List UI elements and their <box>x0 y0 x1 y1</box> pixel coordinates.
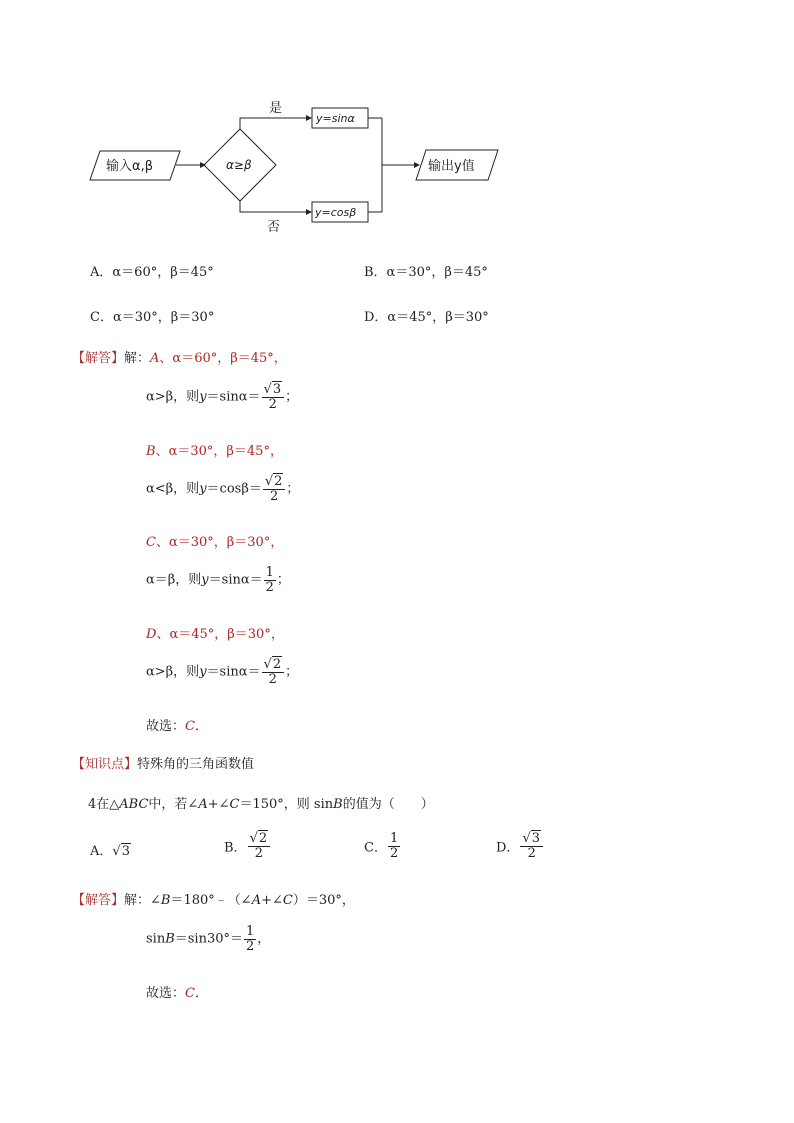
knowledge-tag: 【知识点】 <box>72 757 138 772</box>
case-letter: C <box>146 535 156 550</box>
var-y: y <box>199 481 207 497</box>
step-text: ＝sinα＝ <box>208 572 263 588</box>
q4-answer-line-2: sinB＝sin30°＝ $\frac{1}{2}$ ， <box>146 924 271 954</box>
q3-final: 故选：C． <box>146 719 208 734</box>
q4-final: 故选：C． <box>146 986 208 1001</box>
yes-box-label: y=sinα <box>316 112 355 125</box>
step-text: α<β，则 <box>146 481 200 497</box>
q3-step-b: α<β，则y＝cosβ＝ $\frac{√2}{2}$ ； <box>146 474 300 504</box>
flowchart <box>80 90 520 240</box>
step-text: ＝sinα＝ <box>206 389 261 405</box>
fraction: $\frac{√2}{2}$ <box>263 475 286 503</box>
fraction: $\frac{√3}{2}$ <box>262 383 285 411</box>
q3-step-a: α>β，则y＝sinα＝ $\frac{√3}{2}$ ； <box>146 382 299 412</box>
case-letter: B <box>146 444 156 459</box>
answer-tag: 【解答】 <box>72 351 125 366</box>
q4-option-c: C． $\frac{1}{2}$ <box>364 831 399 861</box>
var-y: y <box>199 389 207 405</box>
fraction: $\frac{1}{2}$ <box>265 565 274 595</box>
q3-option-d: D．α＝45°，β＝30° <box>364 310 489 325</box>
var-y: y <box>201 572 209 588</box>
final-letter: C <box>185 986 195 1001</box>
input-label: 输入α,β <box>106 159 153 174</box>
knowledge-text: 特殊角的三角函数值 <box>137 757 255 772</box>
q4-question: 4在△ABC中，若∠A+∠C＝150°，则 sinB的值为（ ） <box>88 797 434 812</box>
q3-answer-line-a <box>72 347 287 366</box>
q3-answer-line-b <box>146 440 283 459</box>
fraction: $\frac{√2}{2}$ <box>262 658 285 686</box>
answer-tag: 【解答】 <box>72 893 125 908</box>
q3-step-d: α>β，则y＝sinα＝ $\frac{√2}{2}$ ； <box>146 657 299 687</box>
step-text: α＝β，则 <box>146 572 202 588</box>
q4-option-b: B． $\frac{√2}{2}$ <box>224 832 271 860</box>
q3-option-b: B．α＝30°，β＝45° <box>364 265 488 280</box>
step-text: α>β，则 <box>146 664 200 680</box>
final-letter: C <box>185 719 195 734</box>
q4-option-a: A．√3 <box>90 844 130 859</box>
no-label: 否 <box>267 220 281 235</box>
q3-step-c: α＝β，则y＝sinα＝ $\frac{1}{2}$ ； <box>146 565 290 595</box>
case-text: 、α＝30°，β＝30°， <box>155 535 284 550</box>
q3-option-a: A．α＝60°，β＝45° <box>90 265 214 280</box>
answer-jie: 解： <box>124 351 151 366</box>
case-text: 、α＝45°，β＝30°， <box>156 627 284 642</box>
case-text: 、α＝30°，β＝45°， <box>155 444 283 459</box>
q4-answer-line-1: 【解答】解：∠B＝180°﹣（∠A+∠C）＝30°， <box>72 893 355 908</box>
case-letter: D <box>146 627 157 642</box>
q4-option-d: D． $\frac{√3}{2}$ <box>496 832 544 860</box>
case-text: 、α＝60°，β＝45°， <box>159 351 287 366</box>
q3-answer-line-c <box>146 531 283 550</box>
yes-label: 是 <box>269 101 283 116</box>
q3-option-c: C．α＝30°，β＝30° <box>90 310 215 325</box>
case-letter: A <box>150 351 160 366</box>
output-label: 输出y值 <box>428 159 475 174</box>
step-text: α>β，则 <box>146 389 200 405</box>
step-text: ＝sinα＝ <box>206 664 261 680</box>
condition-label: α≥β <box>226 158 252 172</box>
q3-answer-line-d <box>146 623 284 642</box>
var-y: y <box>199 664 207 680</box>
step-text: ＝cosβ＝ <box>206 481 262 497</box>
knowledge-point <box>72 753 254 772</box>
no-box-label: y=cosβ <box>315 206 357 219</box>
